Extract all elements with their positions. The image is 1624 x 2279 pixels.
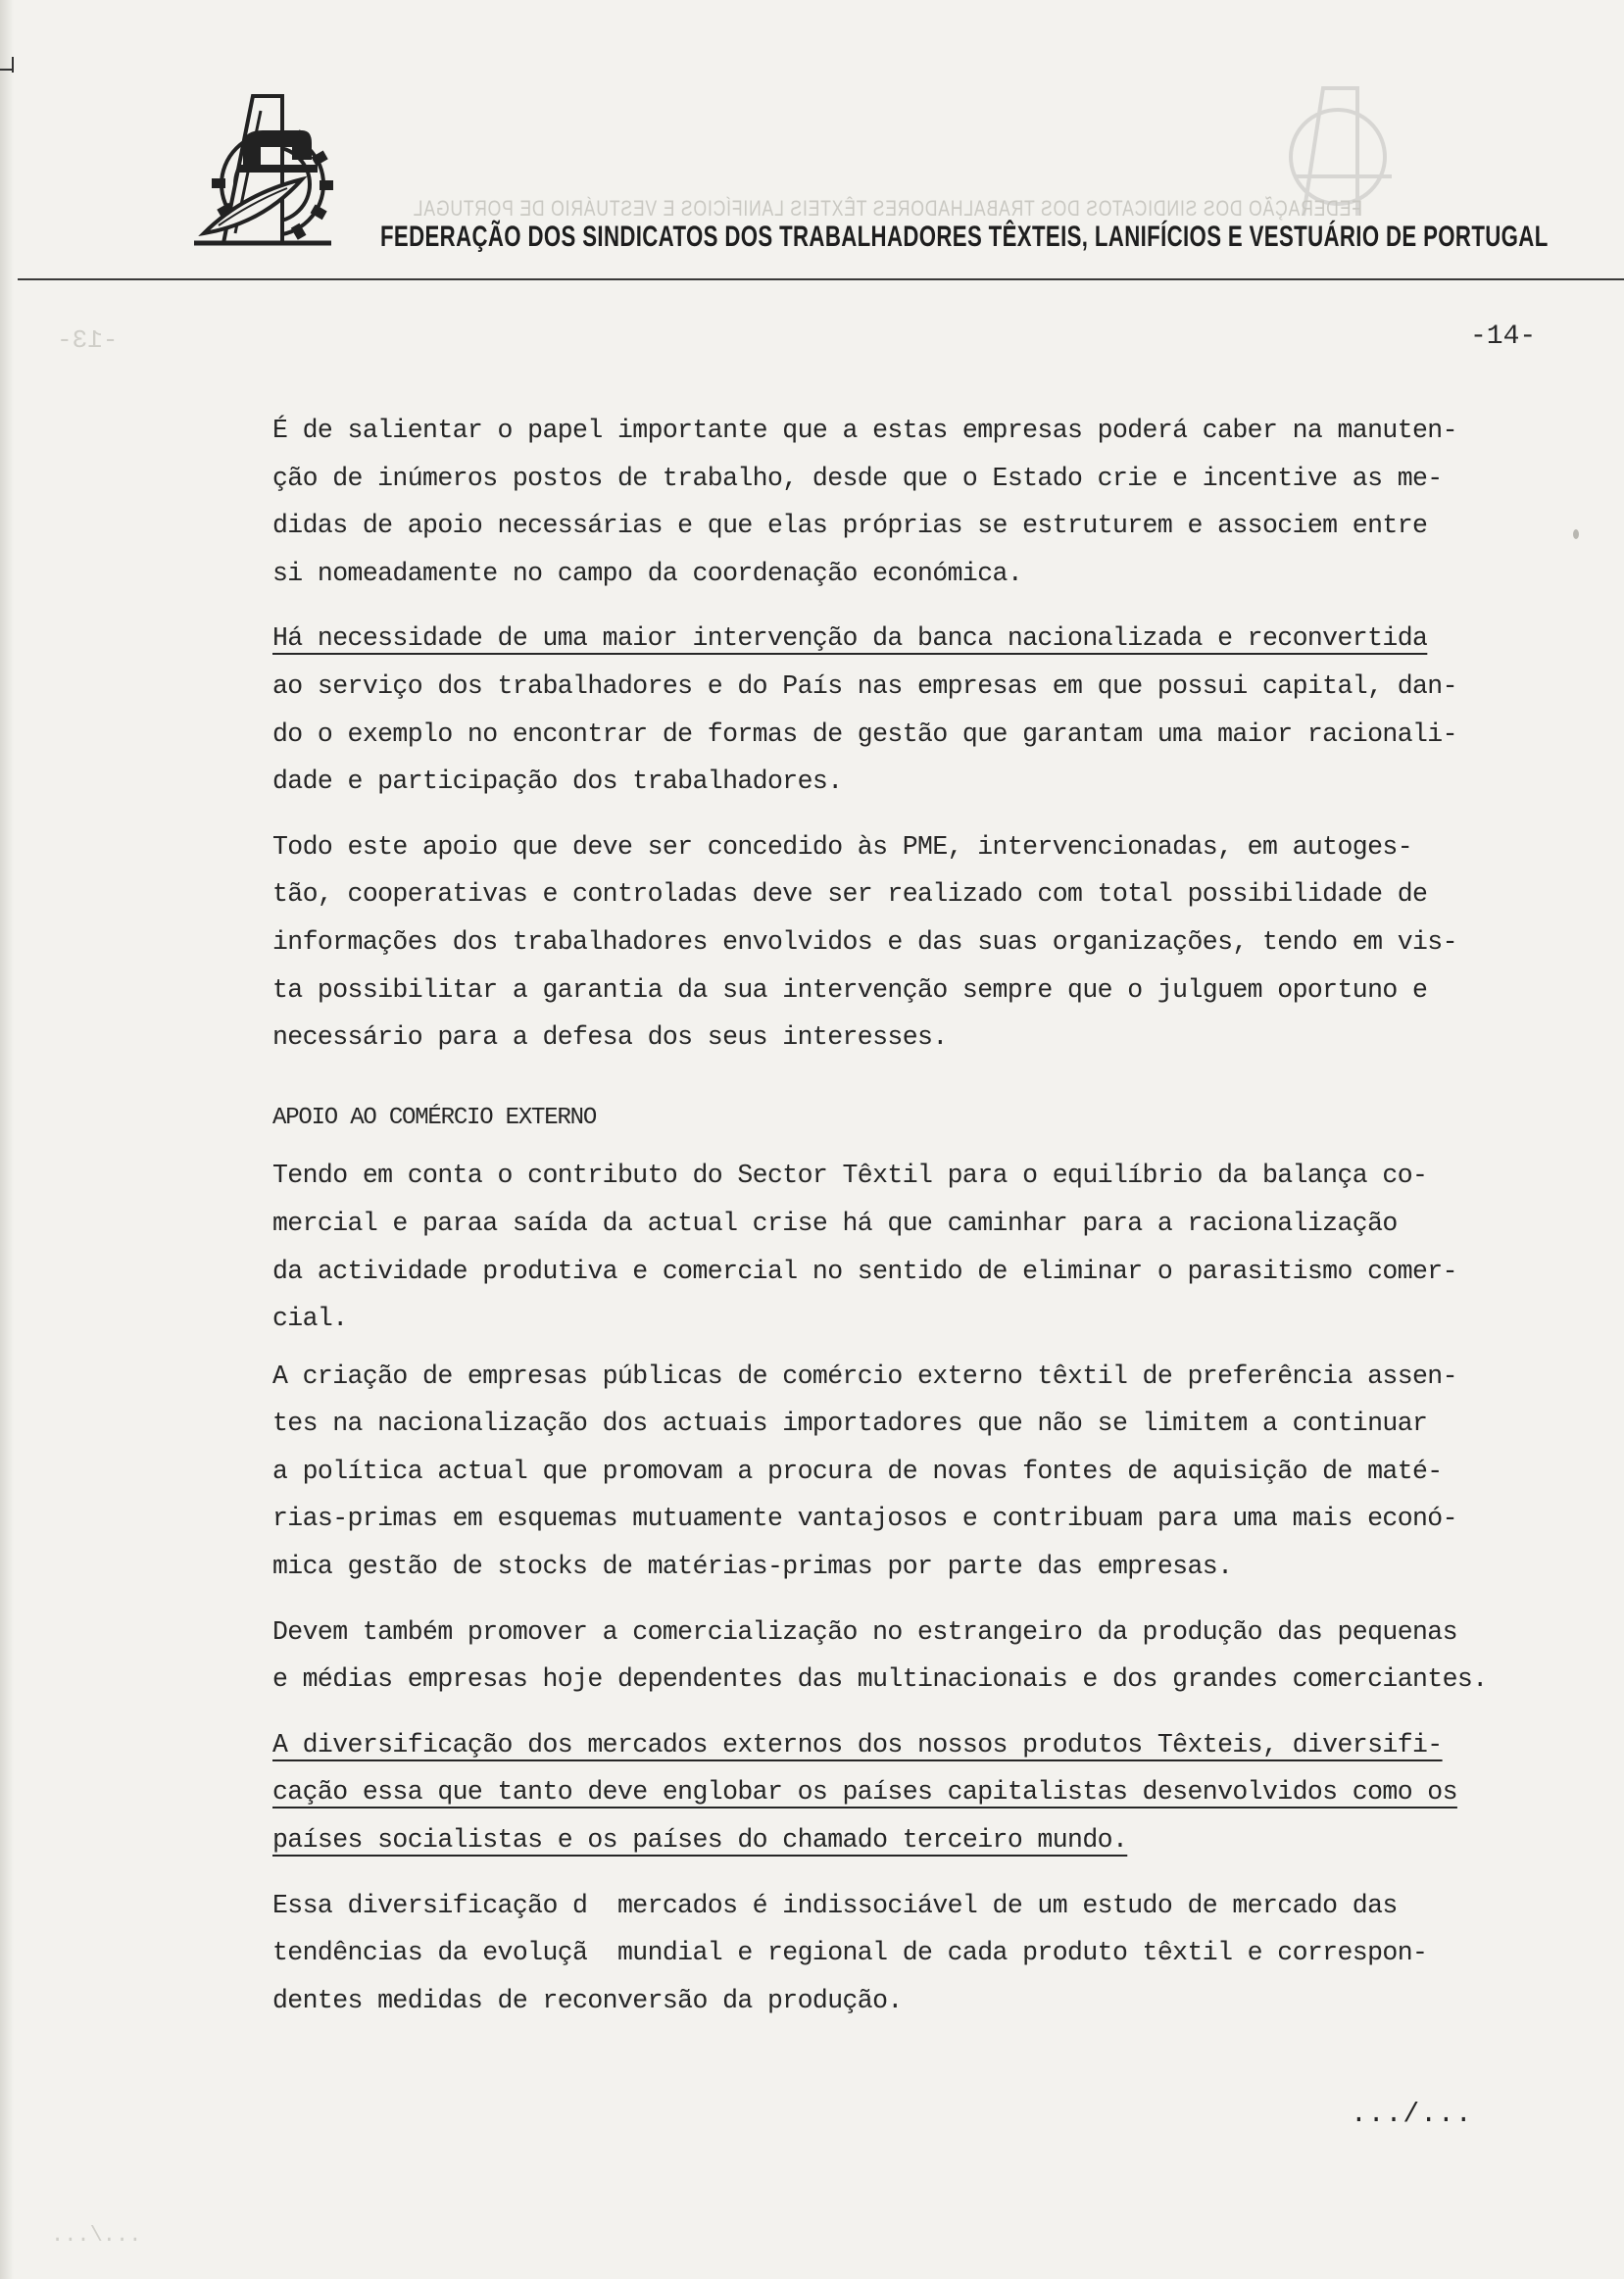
union-logo-icon (184, 86, 341, 253)
text-line: e médias empresas hoje dependentes das multinacionais e dos grandes comerciantes. (272, 1664, 1488, 1695)
text-line: da actividade produtiva e comercial no sentido de eliminar o parasitismo comer- (272, 1256, 1457, 1286)
text-line: informações dos trabalhadores envolvidos e das suas organizações, tendo em vis- (272, 926, 1457, 957)
text-line: Devem também promover a comercialização no estrangeiro da produção das pequenas (272, 1616, 1457, 1647)
organization-name: FEDERAÇÃO DOS SINDICATOS DOS TRABALHADORES TÊXTEIS, LANIFÍCIOS E VESTUÁRIO DE PORTUGAL (380, 221, 1549, 253)
text-line: didas de apoio necessárias e que elas próprias se estruturem e associem entre (272, 511, 1428, 541)
text-line: rias-primas em esquemas mutuamente vantajosos e contribuam para uma mais econó- (272, 1504, 1457, 1534)
underlined-text: Há necessidade de uma maior intervenção da banca nacionalizada e reconvertida (272, 623, 1428, 654)
paragraph-1 (272, 407, 1576, 597)
bleed-header-text: FEDERAÇÃO DOS SINDICATOS DOS TRABALHADORES TÊXTEIS LANIFÍCIOS E VESTUÁRIO DE PORTUGAL (412, 196, 1362, 221)
page-number: -14- (1470, 322, 1537, 352)
bleed-page-number: -13- (57, 325, 119, 355)
header-rule (18, 278, 1624, 280)
text-line: dade e participação dos trabalhadores. (272, 767, 843, 797)
document-body (272, 407, 1576, 2042)
underlined-text: A diversificação dos mercados externos dos nossos produtos Têxteis, diversifi- (272, 1729, 1443, 1759)
paragraph-3 (272, 823, 1576, 1062)
text-line: cial. (272, 1304, 348, 1334)
section-paragraph-2 (272, 1353, 1576, 1591)
text-line: si nomeadamente no campo da coordenação económica. (272, 558, 1023, 588)
text-line: A criação de empresas públicas de comércio externo têxtil de preferência assen- (272, 1361, 1457, 1391)
paragraph-2 (272, 615, 1576, 805)
text-line: tes na nacionalização dos actuais importadores que não se limitem a continuar (272, 1409, 1428, 1439)
section-paragraph-5 (272, 1882, 1576, 2025)
text-line: tendências da evoluçã mundial e regional de cada produto têxtil e correspon- (272, 1938, 1428, 1968)
text-line: Essa diversificação d mercados é indissociável de um estudo de mercado das (272, 1890, 1398, 1920)
text-line: do o exemplo no encontrar de formas de gestão que garantam uma maior racionali- (272, 718, 1457, 749)
text-line: dentes medidas de reconversão da produção. (272, 1985, 903, 2015)
text-line: ao serviço dos trabalhadores e do País nas empresas em que possui capital, dan- (272, 670, 1457, 701)
underlined-text: cação essa que tanto deve englobar os países capitalistas desenvolvidos como os (272, 1777, 1457, 1808)
text-line: É de salientar o papel importante que a estas empresas poderá caber na manuten- (272, 416, 1457, 445)
underlined-text: países socialistas e os países do chamado terceiro mundo. (272, 1825, 1128, 1856)
text-line: a política actual que promovam a procura de novas fontes de aquisição de maté- (272, 1456, 1443, 1486)
continuation-mark: .../... (1351, 2100, 1473, 2130)
section-heading: APOIO AO COMÉRCIO EXTERNO (272, 1104, 597, 1131)
page-edge-shadow (0, 0, 14, 2279)
text-line: mica gestão de stocks de matérias-primas por parte das empresas. (272, 1552, 1233, 1582)
text-line: necessário para a defesa dos seus interesses. (272, 1022, 948, 1053)
text-line: ta possibilitar a garantia da sua intervenção sempre que o julguem oportuno e (272, 974, 1428, 1005)
text-line: Todo este apoio que deve ser concedido às PME, intervencionadas, em autoges- (272, 831, 1412, 862)
text-line: mercial e paraa saída da actual crise há que caminhar para a racionalização (272, 1208, 1398, 1238)
text-line: tão, cooperativas e controladas deve ser realizado com total possibilidade de (272, 879, 1428, 910)
text-line: Tendo em conta o contributo do Sector Têxtil para o equilíbrio da balança co- (272, 1161, 1428, 1191)
text-line (272, 1768, 1576, 1816)
section-paragraph-4 (272, 1721, 1576, 1864)
text-line (272, 1721, 1576, 1769)
text-line (272, 1816, 1576, 1864)
letterhead (0, 0, 1624, 284)
section-paragraph-1 (272, 1152, 1576, 1342)
text-line (272, 615, 1576, 663)
text-line: ção de inúmeros postos de trabalho, desde que o Estado crie e incentive as me- (272, 463, 1443, 493)
bleed-footer: ...\... (51, 2223, 142, 2248)
section-paragraph-3 (272, 1609, 1576, 1704)
